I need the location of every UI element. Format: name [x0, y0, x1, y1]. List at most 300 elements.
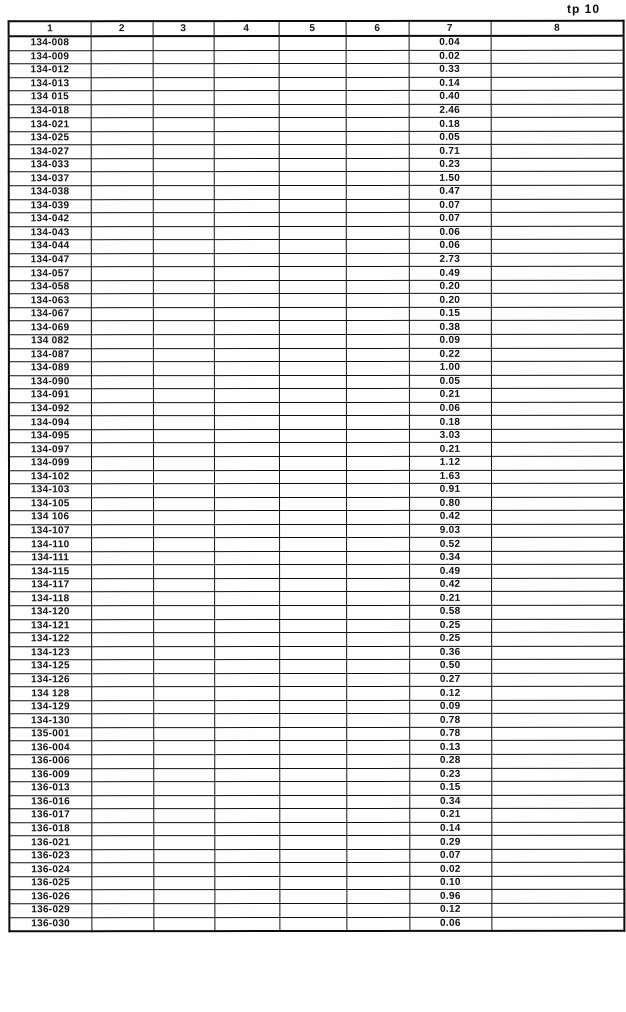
row-value-cell: 0.15 [409, 307, 491, 321]
row-id-cell: 136-024 [9, 863, 91, 877]
row-id-cell: 134-097 [9, 443, 91, 457]
empty-cell [91, 172, 153, 186]
empty-cell [214, 578, 279, 592]
empty-cell [91, 118, 153, 132]
empty-cell [346, 429, 409, 443]
empty-cell [153, 443, 214, 457]
empty-cell [214, 673, 279, 687]
empty-cell [153, 660, 214, 674]
empty-cell [91, 226, 153, 240]
empty-cell [279, 145, 346, 159]
empty-cell [279, 416, 346, 430]
empty-cell [491, 646, 624, 660]
empty-cell [279, 605, 346, 619]
row-id-cell: 134-043 [9, 226, 91, 240]
empty-cell [491, 172, 624, 186]
empty-cell [153, 687, 214, 701]
empty-cell [214, 619, 279, 633]
table-row [9, 348, 624, 362]
row-value-cell: 0.09 [409, 334, 491, 348]
empty-cell [153, 497, 214, 511]
empty-cell [214, 36, 279, 50]
empty-cell [91, 809, 153, 823]
empty-cell [153, 755, 214, 769]
row-id-cell: 136-029 [9, 904, 91, 918]
empty-cell [279, 741, 346, 755]
table-row [9, 172, 624, 186]
table-row [9, 768, 624, 782]
row-id-cell: 134-067 [9, 308, 91, 322]
row-id-cell: 134 128 [9, 687, 91, 701]
empty-cell [214, 294, 279, 308]
empty-cell [91, 551, 153, 565]
empty-cell [153, 64, 214, 78]
column-header-6: 6 [346, 21, 409, 36]
empty-cell [214, 253, 279, 267]
table-row [9, 145, 624, 159]
empty-cell [214, 809, 279, 823]
empty-cell [491, 416, 624, 430]
empty-cell [346, 890, 409, 904]
table-row [9, 605, 624, 619]
row-id-cell: 134-087 [9, 348, 91, 362]
row-id-cell: 134-013 [9, 77, 91, 91]
row-value-cell: 0.91 [409, 483, 491, 497]
empty-cell [153, 118, 214, 132]
empty-cell [491, 307, 624, 321]
empty-cell [491, 199, 624, 213]
table-row [9, 294, 624, 308]
row-value-cell: 0.47 [409, 185, 491, 199]
row-value-cell: 0.78 [409, 714, 491, 728]
empty-cell [279, 673, 346, 687]
empty-cell [279, 335, 346, 349]
row-id-cell: 134-121 [9, 619, 91, 633]
empty-cell [91, 904, 153, 918]
empty-cell [153, 131, 214, 145]
table-row [9, 321, 624, 335]
header-row [9, 21, 624, 37]
empty-cell [91, 348, 153, 362]
row-value-cell: 0.42 [409, 578, 491, 592]
empty-cell [491, 443, 624, 457]
empty-cell [279, 50, 346, 64]
empty-cell [91, 213, 153, 227]
empty-cell [91, 592, 153, 606]
table-row [9, 497, 624, 511]
empty-cell [491, 239, 624, 253]
empty-cell [214, 904, 279, 918]
table-row [9, 402, 624, 416]
empty-cell [153, 619, 214, 633]
empty-cell [491, 551, 624, 565]
empty-cell [346, 578, 409, 592]
table-row [9, 456, 624, 470]
empty-cell [91, 877, 153, 891]
empty-cell [491, 497, 624, 511]
row-value-cell: 2.73 [409, 253, 491, 267]
empty-cell [279, 77, 346, 91]
table-row [9, 375, 624, 389]
empty-cell [91, 795, 153, 809]
empty-cell [491, 822, 624, 836]
row-id-cell: 134-027 [9, 145, 91, 159]
table-row [9, 199, 624, 213]
empty-cell [279, 172, 346, 186]
table-row [9, 212, 624, 226]
empty-cell [91, 457, 153, 471]
empty-cell [214, 416, 279, 430]
column-header-8: 8 [491, 21, 624, 36]
empty-cell [346, 700, 409, 714]
empty-cell [214, 592, 279, 606]
empty-cell [91, 131, 153, 145]
table-row [9, 239, 624, 253]
row-id-cell: 134-025 [9, 132, 91, 146]
empty-cell [346, 402, 409, 416]
empty-cell [153, 646, 214, 660]
empty-cell [279, 36, 346, 50]
empty-cell [346, 470, 409, 484]
empty-cell [491, 741, 624, 755]
row-id-cell: 134-099 [9, 457, 91, 471]
empty-cell [91, 606, 153, 620]
empty-cell [279, 524, 346, 538]
empty-cell [491, 632, 624, 646]
row-id-cell: 134-008 [9, 36, 91, 50]
empty-cell [279, 280, 346, 294]
table-row [9, 727, 624, 741]
empty-cell [153, 876, 214, 890]
empty-cell [346, 781, 409, 795]
row-value-cell: 0.71 [409, 145, 491, 159]
empty-cell [153, 741, 214, 755]
empty-cell [491, 700, 624, 714]
table-row [9, 551, 624, 565]
empty-cell [491, 90, 624, 104]
empty-cell [491, 781, 624, 795]
table-row [9, 619, 624, 633]
empty-cell [279, 213, 346, 227]
empty-cell [153, 172, 214, 186]
table-row [9, 50, 624, 64]
empty-cell [153, 524, 214, 538]
row-value-cell: 0.05 [409, 131, 491, 145]
empty-cell [91, 863, 153, 877]
empty-cell [491, 605, 624, 619]
empty-cell [153, 104, 214, 118]
empty-cell [491, 510, 624, 524]
row-value-cell: 0.22 [409, 348, 491, 362]
table-row [9, 903, 624, 917]
empty-cell [214, 484, 279, 498]
empty-cell [153, 145, 214, 159]
empty-cell [279, 402, 346, 416]
empty-cell [91, 836, 153, 850]
row-id-cell: 134-095 [9, 430, 91, 444]
table-row [9, 578, 624, 592]
empty-cell [279, 362, 346, 376]
table-row [9, 917, 624, 932]
empty-cell [91, 565, 153, 579]
empty-cell [91, 470, 153, 484]
empty-cell [279, 687, 346, 701]
empty-cell [346, 91, 409, 105]
table-row [9, 754, 624, 768]
empty-cell [214, 470, 279, 484]
column-header-5: 5 [279, 21, 346, 36]
row-value-cell: 0.09 [409, 700, 491, 714]
empty-cell [491, 483, 624, 497]
row-value-cell: 0.52 [409, 538, 491, 552]
empty-cell [153, 308, 214, 322]
row-value-cell: 0.02 [409, 50, 491, 64]
empty-cell [346, 673, 409, 687]
empty-cell [279, 470, 346, 484]
empty-cell [346, 280, 409, 294]
empty-cell [214, 863, 279, 877]
empty-cell [346, 632, 409, 646]
empty-cell [214, 633, 279, 647]
empty-cell [279, 240, 346, 254]
row-id-cell: 134-069 [9, 321, 91, 335]
empty-cell [346, 104, 409, 118]
empty-cell [491, 348, 624, 362]
empty-cell [214, 104, 279, 118]
empty-cell [346, 348, 409, 362]
empty-cell [346, 118, 409, 132]
table-row [9, 714, 624, 728]
row-id-cell: 134-039 [9, 199, 91, 213]
row-id-cell: 134-130 [9, 714, 91, 728]
empty-cell [491, 727, 624, 741]
empty-cell [491, 50, 624, 64]
empty-cell [279, 348, 346, 362]
row-value-cell: 0.05 [409, 375, 491, 389]
empty-cell [346, 64, 409, 78]
empty-cell [214, 321, 279, 335]
row-id-cell: 136-013 [9, 782, 91, 796]
row-value-cell: 0.06 [409, 917, 491, 931]
empty-cell [91, 362, 153, 376]
empty-cell [346, 158, 409, 172]
empty-cell [214, 768, 279, 782]
empty-cell [279, 727, 346, 741]
empty-cell [153, 714, 214, 728]
empty-cell [346, 294, 409, 308]
empty-cell [346, 538, 409, 552]
empty-cell [153, 606, 214, 620]
empty-cell [279, 646, 346, 660]
empty-cell [491, 253, 624, 267]
empty-cell [214, 77, 279, 91]
row-value-cell: 0.12 [409, 903, 491, 917]
empty-cell [214, 687, 279, 701]
empty-cell [346, 565, 409, 579]
table-row [9, 226, 624, 240]
empty-cell [346, 511, 409, 525]
empty-cell [279, 429, 346, 443]
row-value-cell: 0.28 [409, 754, 491, 768]
row-value-cell: 0.33 [409, 63, 491, 77]
empty-cell [153, 849, 214, 863]
empty-cell [153, 159, 214, 173]
table-row [9, 659, 624, 673]
table-row [9, 416, 624, 430]
empty-cell [91, 267, 153, 281]
empty-cell [279, 714, 346, 728]
empty-cell [279, 700, 346, 714]
row-value-cell: 0.25 [409, 632, 491, 646]
empty-cell [491, 673, 624, 687]
table-row [9, 565, 624, 579]
empty-cell [491, 375, 624, 389]
empty-cell [153, 673, 214, 687]
empty-cell [91, 579, 153, 593]
empty-cell [214, 131, 279, 145]
empty-cell [346, 267, 409, 281]
empty-cell [279, 822, 346, 836]
empty-cell [491, 863, 624, 877]
empty-cell [491, 361, 624, 375]
empty-cell [214, 280, 279, 294]
empty-cell [214, 186, 279, 200]
empty-cell [153, 429, 214, 443]
empty-cell [153, 700, 214, 714]
row-id-cell: 134-102 [9, 470, 91, 484]
table-row [9, 77, 624, 91]
empty-cell [279, 565, 346, 579]
empty-cell [491, 835, 624, 849]
empty-cell [346, 456, 409, 470]
row-id-cell: 134-111 [9, 551, 91, 565]
empty-cell [346, 660, 409, 674]
row-id-cell: 134-018 [9, 104, 91, 118]
empty-cell [214, 511, 279, 525]
row-value-cell: 0.38 [409, 321, 491, 335]
row-value-cell: 0.50 [409, 660, 491, 674]
row-value-cell: 0.42 [409, 510, 491, 524]
table-row [9, 388, 624, 402]
column-header-3: 3 [153, 21, 214, 36]
empty-cell [279, 226, 346, 240]
table-row [9, 104, 624, 118]
row-value-cell: 0.58 [409, 605, 491, 619]
row-id-cell: 134-126 [9, 673, 91, 687]
table-row [9, 63, 624, 77]
empty-cell [346, 50, 409, 64]
empty-cell [491, 903, 624, 917]
row-id-cell: 134-009 [9, 50, 91, 64]
table-row [9, 131, 624, 145]
empty-cell [91, 77, 153, 91]
empty-cell [214, 890, 279, 904]
empty-cell [491, 795, 624, 809]
empty-cell [214, 64, 279, 78]
empty-cell [153, 470, 214, 484]
empty-cell [346, 741, 409, 755]
empty-cell [279, 768, 346, 782]
empty-cell [153, 36, 214, 50]
empty-cell [91, 335, 153, 349]
row-value-cell: 0.06 [409, 240, 491, 254]
table-body [9, 36, 625, 932]
row-value-cell: 2.46 [409, 104, 491, 118]
empty-cell [279, 321, 346, 335]
empty-cell [491, 388, 624, 402]
empty-cell [346, 836, 409, 850]
empty-cell [279, 497, 346, 511]
empty-cell [153, 321, 214, 335]
empty-cell [91, 782, 153, 796]
table-row [9, 334, 624, 348]
row-id-cell: 134-123 [9, 646, 91, 660]
empty-cell [214, 213, 279, 227]
row-id-cell: 134-094 [9, 416, 91, 430]
table-row [9, 632, 624, 646]
empty-cell [153, 904, 214, 918]
empty-cell [214, 741, 279, 755]
empty-cell [91, 64, 153, 78]
empty-cell [91, 145, 153, 159]
empty-cell [491, 185, 624, 199]
row-id-cell: 136-026 [9, 890, 91, 904]
empty-cell [153, 77, 214, 91]
empty-cell [279, 538, 346, 552]
empty-cell [346, 77, 409, 91]
empty-cell [214, 660, 279, 674]
empty-cell [491, 131, 624, 145]
row-id-cell: 134-021 [9, 118, 91, 132]
table-row [9, 781, 624, 795]
row-id-cell: 134 082 [9, 335, 91, 349]
empty-cell [91, 633, 153, 647]
empty-cell [279, 118, 346, 132]
empty-cell [491, 334, 624, 348]
empty-cell [346, 768, 409, 782]
empty-cell [91, 619, 153, 633]
empty-cell [153, 565, 214, 579]
empty-cell [214, 158, 279, 172]
empty-cell [491, 714, 624, 728]
empty-cell [214, 267, 279, 281]
empty-cell [279, 782, 346, 796]
page-corner-label: tp 10 [566, 2, 600, 16]
empty-cell [214, 362, 279, 376]
empty-cell [214, 565, 279, 579]
table-row [9, 267, 624, 281]
row-id-cell: 134-125 [9, 660, 91, 674]
empty-cell [153, 538, 214, 552]
empty-cell [91, 375, 153, 389]
empty-cell [346, 822, 409, 836]
empty-cell [153, 267, 214, 281]
row-value-cell: 0.36 [409, 646, 491, 660]
row-id-cell: 134 015 [9, 91, 91, 105]
empty-cell [279, 158, 346, 172]
empty-cell [153, 240, 214, 254]
row-id-cell: 134-092 [9, 402, 91, 416]
empty-cell [153, 633, 214, 647]
row-value-cell: 0.49 [409, 565, 491, 579]
empty-cell [153, 890, 214, 904]
empty-cell [279, 754, 346, 768]
empty-cell [91, 91, 153, 105]
row-value-cell: 0.10 [409, 876, 491, 890]
empty-cell [214, 50, 279, 64]
row-id-cell: 136-004 [9, 741, 91, 755]
empty-cell [153, 402, 214, 416]
